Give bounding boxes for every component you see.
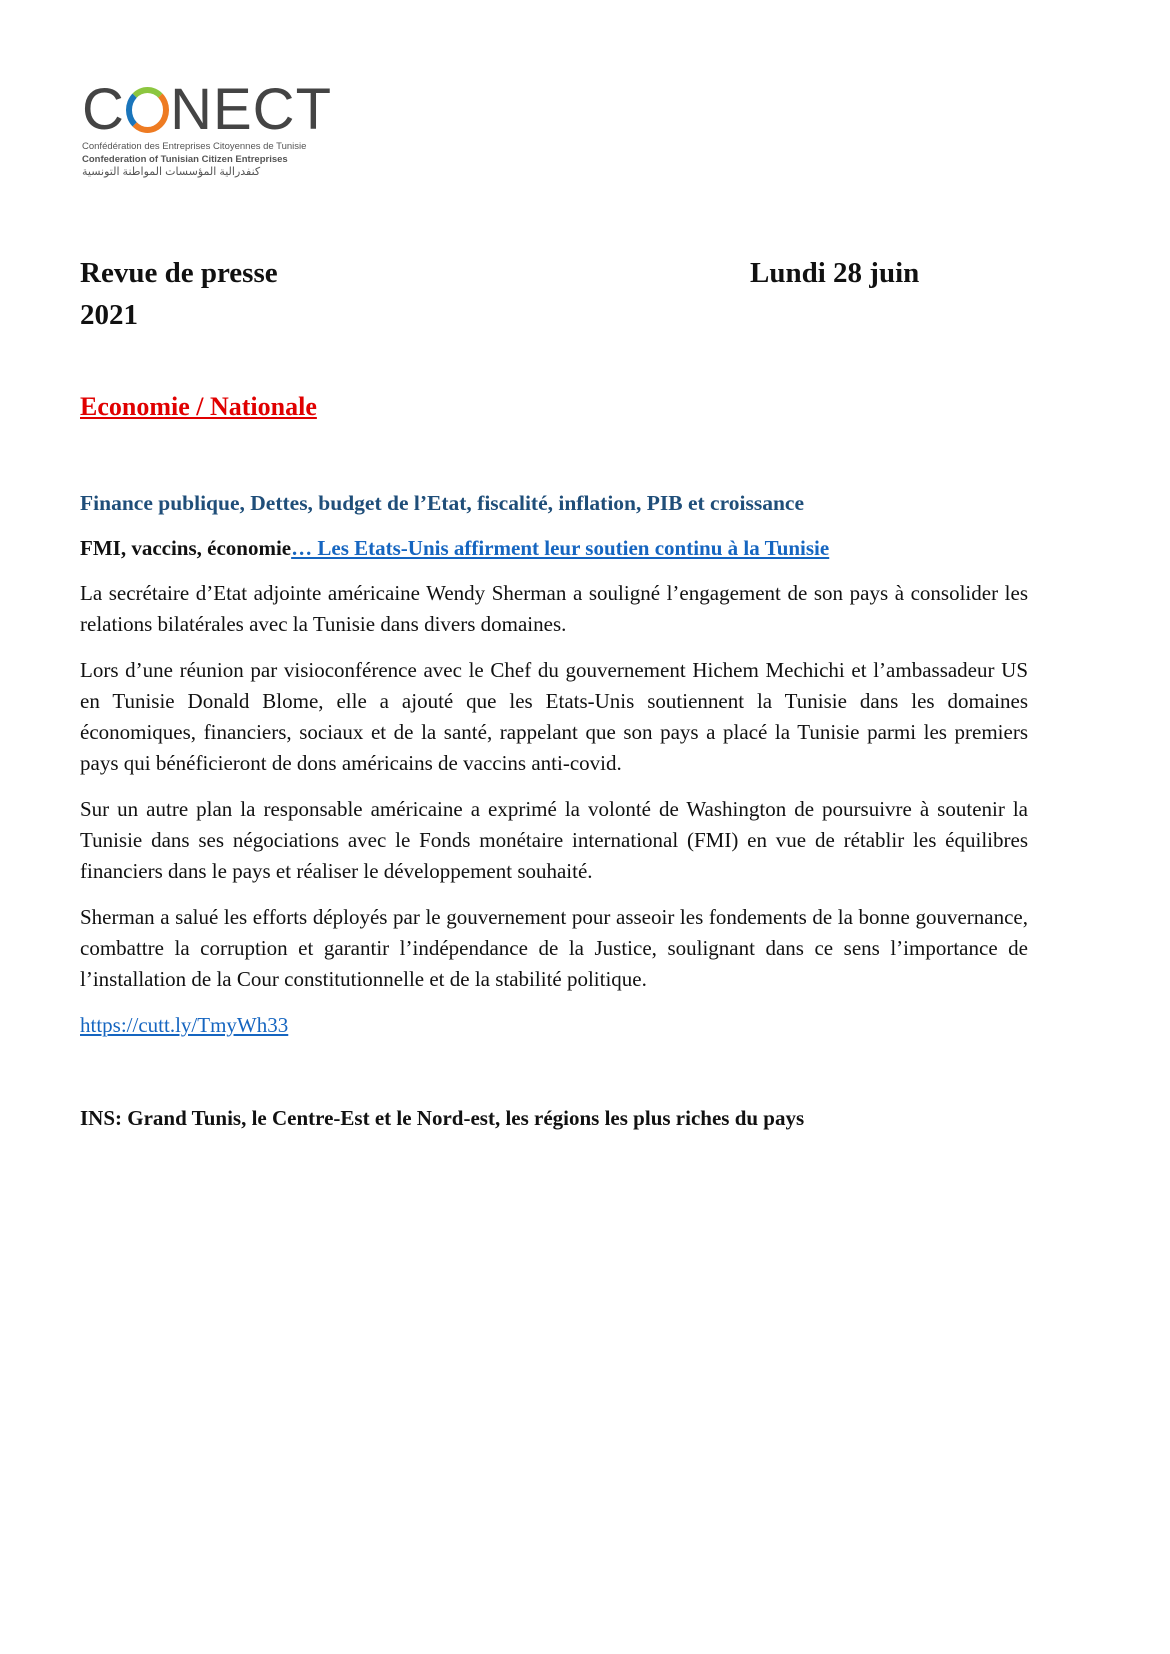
document-title (80, 252, 278, 336)
headline-link[interactable]: … Les Etats-Unis affirment leur soutien continu à la Tunisie (291, 536, 830, 560)
conect-logo (82, 77, 332, 179)
logo-line-en: Confederation of Tunisian Citizen Entreprises (82, 154, 288, 165)
document-date: Lundi 28 juin (750, 257, 920, 289)
title-line-2: 2021 (80, 299, 138, 331)
headline-prefix: FMI, vaccins, économie (80, 536, 292, 560)
logo-letters: NECT (170, 77, 332, 142)
logo-wordmark (82, 77, 332, 142)
article-paragraph: Lors d’une réunion par visioconférence avec le Chef du gouvernement Hichem Mechichi et l’ambassadeur US en Tunisie Donald Blome, elle a ajouté que les Etats-Unis soutiennent la Tunisie dans les domaines économiques, financiers, sociaux et de la santé, rappelant que son pays a placé la Tunisie parmi les premiers pays qui bénéficieront de dons américains de vaccins anti-covid. (80, 658, 1028, 775)
article-paragraph: La secrétaire d’Etat adjointe américaine Wendy Sherman a souligné l’engagement de son pays à consolider les relations bilatérales avec la Tunisie dans divers domaines. (80, 581, 1028, 636)
title-line-1: Revue de presse (80, 257, 278, 289)
article-paragraph: Sur un autre plan la responsable américaine a exprimé la volonté de Washington de poursuivre à soutenir la Tunisie dans ses négociations avec le Fonds monétaire international (FMI) en vue de rétablir les équilibres financiers dans le pays et réaliser le développement souhaité. (80, 797, 1028, 883)
section-heading: Economie / Nationale (80, 392, 317, 421)
subsection-heading: Finance publique, Dettes, budget de l’Etat, fiscalité, inflation, PIB et croissance (80, 491, 805, 515)
logo-ring-icon (126, 87, 169, 133)
logo-letter: C (82, 77, 125, 142)
logo-line-fr: Confédération des Entreprises Citoyennes de Tunisie (82, 141, 307, 152)
logo-line-ar: كنفدرالية المؤسسات المواطنة التونسية (82, 166, 261, 178)
next-article-headline: INS: Grand Tunis, le Centre-Est et le Nord-est, les régions les plus riches du pays (80, 1106, 805, 1130)
article-headline (80, 533, 1028, 564)
source-link[interactable]: https://cutt.ly/TmyWh33 (80, 1013, 289, 1037)
document-body (80, 488, 1028, 1134)
article-paragraph: Sherman a salué les efforts déployés par le gouvernement pour asseoir les fondements de la bonne gouvernance, combattre la corruption et garantir l’indépendance de la Justice, soulignant dans ce sens l’importance de l’installation de la Cour constitutionnelle et de la stabilité politique. (80, 905, 1028, 991)
